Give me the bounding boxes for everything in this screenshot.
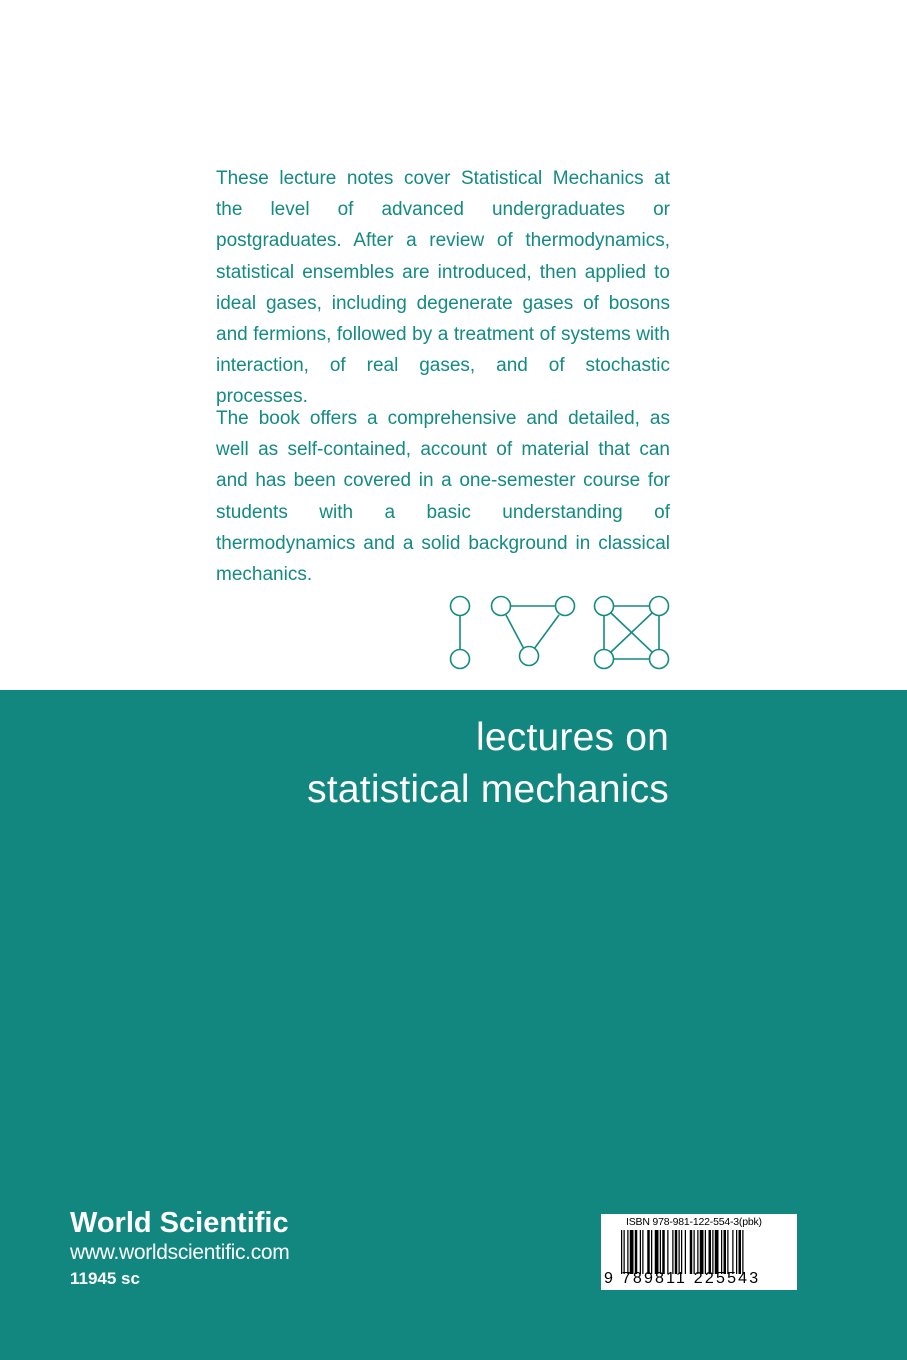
barcode-bar [724,1230,727,1274]
barcode-bar [732,1230,733,1274]
barcode-bar [679,1230,680,1274]
barcode [601,1214,797,1290]
barcode-bar [627,1230,628,1274]
complete-four-node-graph-icon [595,597,669,669]
barcode-bar [667,1230,668,1274]
barcode-bar [640,1230,641,1274]
barcode-bar [700,1230,704,1274]
barcode-bar [685,1230,686,1274]
isbn-label: ISBN 978-981-122-554-3(pbk) [626,1216,762,1228]
barcode-bar [675,1230,678,1274]
triangle-graph-icon [492,597,575,666]
publisher-name: World Scientific [70,1207,289,1239]
barcode-bar [739,1230,742,1274]
barcode-bar [742,1230,743,1274]
barcode-bar [736,1230,737,1274]
barcode-bar [642,1230,643,1274]
product-code: 11945 sc [70,1269,140,1288]
blurb-paragraph-1: These lecture notes cover Statistical Mechanics at the level of advanced undergraduates or postgraduates. After a review of thermodynamics, statistical ensembles are introduced, then applied to ideal gases, including degenerate gases of bosons and fermions, followed by a treatment of systems with interaction, of real gases, and of stochastic processes. [216,168,670,408]
barcode-bar [715,1230,719,1274]
barcode-bar [681,1230,682,1274]
lower-teal-panel [0,690,907,1360]
barcode-bar [697,1230,698,1274]
barcode-bar [655,1230,659,1274]
barcode-bar [727,1230,728,1274]
blurb-paragraph-2: The book offers a comprehensive and detailed, as well as self-contained, account of material that can and has been covered in a one-semester course for students with a basic understanding of thermodynamics and a solid background in classical mechanics. [216,408,670,586]
ean-number: 9 789811 225543 [604,1270,761,1287]
barcode-bar [672,1230,673,1274]
barcode-bar [662,1230,665,1274]
two-node-graph-icon [451,597,470,669]
barcode-bar [709,1230,712,1274]
publisher-url: www.worldscientific.com [70,1241,290,1264]
barcode-bar [705,1230,706,1274]
barcode-bar [647,1230,650,1274]
barcode-bar [630,1230,634,1274]
barcode-bar [624,1230,625,1274]
barcode-bar [721,1230,722,1274]
barcode-bar [660,1230,661,1274]
barcode-bar [694,1230,695,1274]
barcode-bar [621,1230,622,1274]
graph-diagrams [440,588,680,673]
barcode-bar [635,1230,638,1274]
barcode-bars [621,1230,789,1274]
title-line-2: statistical mechanics [307,768,669,811]
barcode-bar [690,1230,693,1274]
publisher-block [70,1206,290,1292]
barcode-bar [712,1230,713,1274]
title-line-1: lectures on [476,716,669,759]
barcode-bar [651,1230,652,1274]
